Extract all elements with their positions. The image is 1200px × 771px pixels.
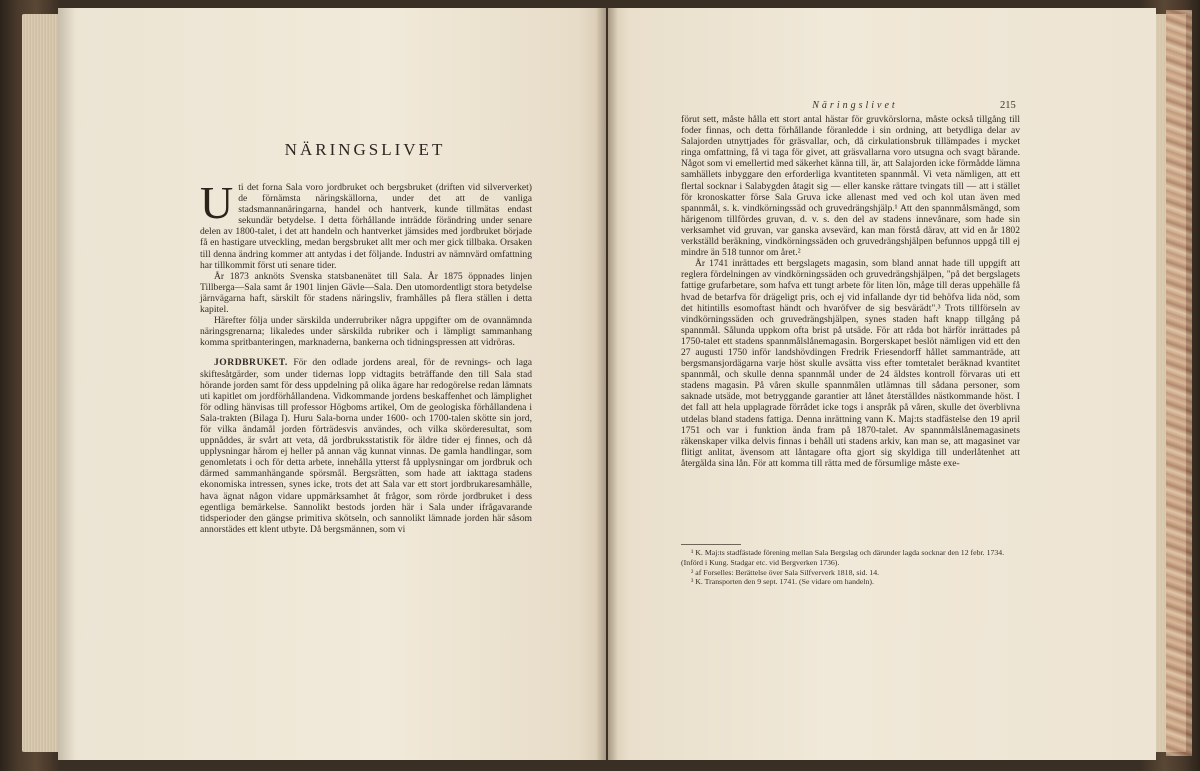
- drop-cap: U: [200, 177, 234, 228]
- left-page-body: [200, 177, 533, 535]
- magazine-paragraph: År 1741 inrättades ett bergslagets magasin, som bland annat hade till uppgift att reglera fördelningen av vindkörningssäden och gruvedrängshjälpen, "på det bergslagets fattige grufarbetare, som hafva ett tungt arbete för liten lön, måge till deras uppehälle få hvad de betarfva för drägeligt pris, och ej vid infallande dyr tid behöfva lida nöd, som det hitintills esomoftast händt och hvaröfver de sig besvärädt".³ Trots tillförseln av vindkörningssäden och gruvedrängshjälpen, synes staden haft knapp tillgång på spannmål. Sålunda uppkom ofta brist på utsäde. För att råda bot härför inrättades på 1750-talet ett stadens spannmålslånemagasin. Borgerskapet beslöt nämligen vid ett den 27 augusti 1750 inför landshövdingen Fredrik Friesendorff hållet sammanträde, att bergsmansjordägarna varje höst skulle avsätta viss efter tomtetalet beräknad kvantitet spannmål, och skulle denna spannmål under de 24 äldstes kontroll förvaras uti ett stadens magasin. På våren skulle spannmålen utlämnas till sådana personer, som saknade utsäde, mot betryggande garantier att lånet återställdes nästkommande höst. I det fall att hela upplagrade förrådet icke togs i anspråk på våren, skulle det överblivna utdelas bland stadens fattiga. Denna inrättning vann K. Maj:ts stadfästelse den 19 april 1751 och var i funktion ända fram på 1870-talet. Av spannmålslånemagasinets räkenskaper vilka delvis finnas i behåll uti stadens arkiv, kan man se, att magasinet var flitigt anlitat, ävensom att låntagare ofta gjort sig skyldiga till underlåtenhet att återgälda sina lån. För att komma till rätta med de försumlige måste exe-: [681, 258, 1020, 469]
- agriculture-paragraph: [200, 357, 532, 535]
- footnotes: [681, 548, 1020, 587]
- book-gutter: [596, 8, 618, 760]
- agriculture-text: För den odlade jordens areal, för de revnings- och laga skiftesåtgärder, som under tidernas lopp vidtagits beträffande den till Sala stad hörande jorden samt för dess uppdelning på olika ägare har redogörelse redan lämnats uti kapitlet om jordförhållandena. Vidkommande jordens beskaffenhet och lämplighet för odling hänvisas till professor Högboms artikel, Om de geologiska förhållandena i Sala-trakten (Bilaga I). Huru Sala-borna under 1600- och 1700-talen skötte sin jord, för vilka ändamål jorden förträdesvis användes, och vilka skörderesultat, som uppnåddes, är svårt att veta, då jordbruksstatistik för äldre tider ej finnes, och då upplysningar härom ej heller på annan väg kunnat vinnas. De gamla handlingar, som genomletats i och för detta arbete, innehålla ytterst få upplysningar om jordbruk och därmed sammanhängande spörsmål. Bergsrätten, som hade att iakttaga stadens ekonomiska intressen, synes icke, trots det att Sala var ett stort jordbrukaresamhälle, hava ägnat någon vidare uppmärksamhet åt frågor, som rörde jordbruket i dess egentliga bemärkelse. Sannolikt bestods jorden här i Sala under ifrågavarande tidsperioder den gängse primitiva skötseln, och sannolikt lämnade jorden här såsom annorstädes ett klent utbyte. Då bergsmännen, som vi: [200, 357, 533, 535]
- right-page-body: [681, 114, 1020, 469]
- railway-paragraph: År 1873 anknöts Svenska statsbanenätet till Sala. År 1875 öppnades linjen Tillberga—Sala samt år 1901 linjen Gävle—Sala. Den utomordentligt stora betydelse järnvägarna haft, särskilt för stadens näringsliv, framhålles på flera ställen i detta kapitel.: [200, 270, 532, 316]
- left-page-shadow: [58, 8, 76, 760]
- page-number: 215: [1000, 100, 1016, 111]
- chapter-title: NÄRINGSLIVET: [284, 140, 446, 159]
- opening-paragraph-text: ti det forna Sala voro jordbruket och bergsbruket (driften vid silververket) de förnämsta näringskällorna, under det att de vanliga stadsmannanäringarna, handel och hantverk, kunde tillmätas endast sekundär betydelse. I detta förhållande inträdde förändring under senare delen av 1800-talet, i det att handeln och hantverket jämsides med jordbruket började få en hastigare utveckling, medan bergsbruket allt mer och mer gick tillbaka. Orsaken till denna ändring kommer att antydas i det följande. Industri av nämnvärd omfattning har tillkommit först uti senare tider.: [200, 182, 532, 271]
- footnote-1: ¹ K. Maj:ts stadfästade förening mellan Sala Bergslag och därunder lagda socknar den 12 febr. 1734. (Införd i Kung. Stadgar etc. vid Bergverken 1736).: [681, 548, 1005, 567]
- opening-paragraph: [200, 177, 532, 271]
- continuation-paragraph: förut sett, måste hålla ett stort antal hästar för gruvkörslorna, måste också tillgång till foder finnas, och detta förhållande föranledde i sin ordning, att betydliga delar av Salajorden utnyttjades för gräsvallar, och, då cirkulationsbruk tillämpades i mycket ringa omfattning, få vi taga för givet, att gräsvallarna voro utsugna och svagt bärande. Något som vi emellertid med säkerhet känna till, är, att Salajorden icke förmådde lämna samhällets inbyggare den erforderliga kvantiteten spannmål. Vi veta nämligen, att ett flertal socknar i Salabygden åtagit sig — eller kanske rättare tvingats till — att i stället för kronoskatter förse Sala Gruva icke allenast med ved och kol utan även med spannmål, s. k. vindkörningssäd och gruvedrängshjälp.¹ Att den spannmålsmängd, som härigenom tillfördes gruvan, d. v. s. den del av stadens innevånare, som hade sin verksamhet vid gruvan, var ganska avsevärd, kan man förstå därav, att vid en år 1802 verkställd beräkning, vindkörningssäden och gruvedrängshjälpen befunnos uppgå till ej mindre än 518 tunnor om året.²: [681, 114, 1020, 259]
- footnote-2: ² af Forselles: Berättelse över Sala Silfververk 1818, sid. 14.: [691, 567, 880, 577]
- section-heading-jordbruket: JORDBRUKET.: [214, 357, 288, 369]
- footnote-divider: [681, 544, 741, 545]
- overview-paragraph: Härefter följa under särskilda underrubriker några uppgifter om de ovannämnda näringsgrenarna; likaledes under särskilda rubriker och i lämpligt sammanhang komma spritbanteringen, marknaderna, bankerna och tidningspressen att vidröras.: [200, 315, 532, 349]
- left-page-edges: [22, 14, 62, 752]
- footnote-3: ³ K. Transporten den 9 sept. 1741. (Se vidare om handeln).: [691, 577, 874, 587]
- running-head: Näringslivet: [812, 100, 898, 111]
- marbled-cover-edge: [1166, 10, 1192, 756]
